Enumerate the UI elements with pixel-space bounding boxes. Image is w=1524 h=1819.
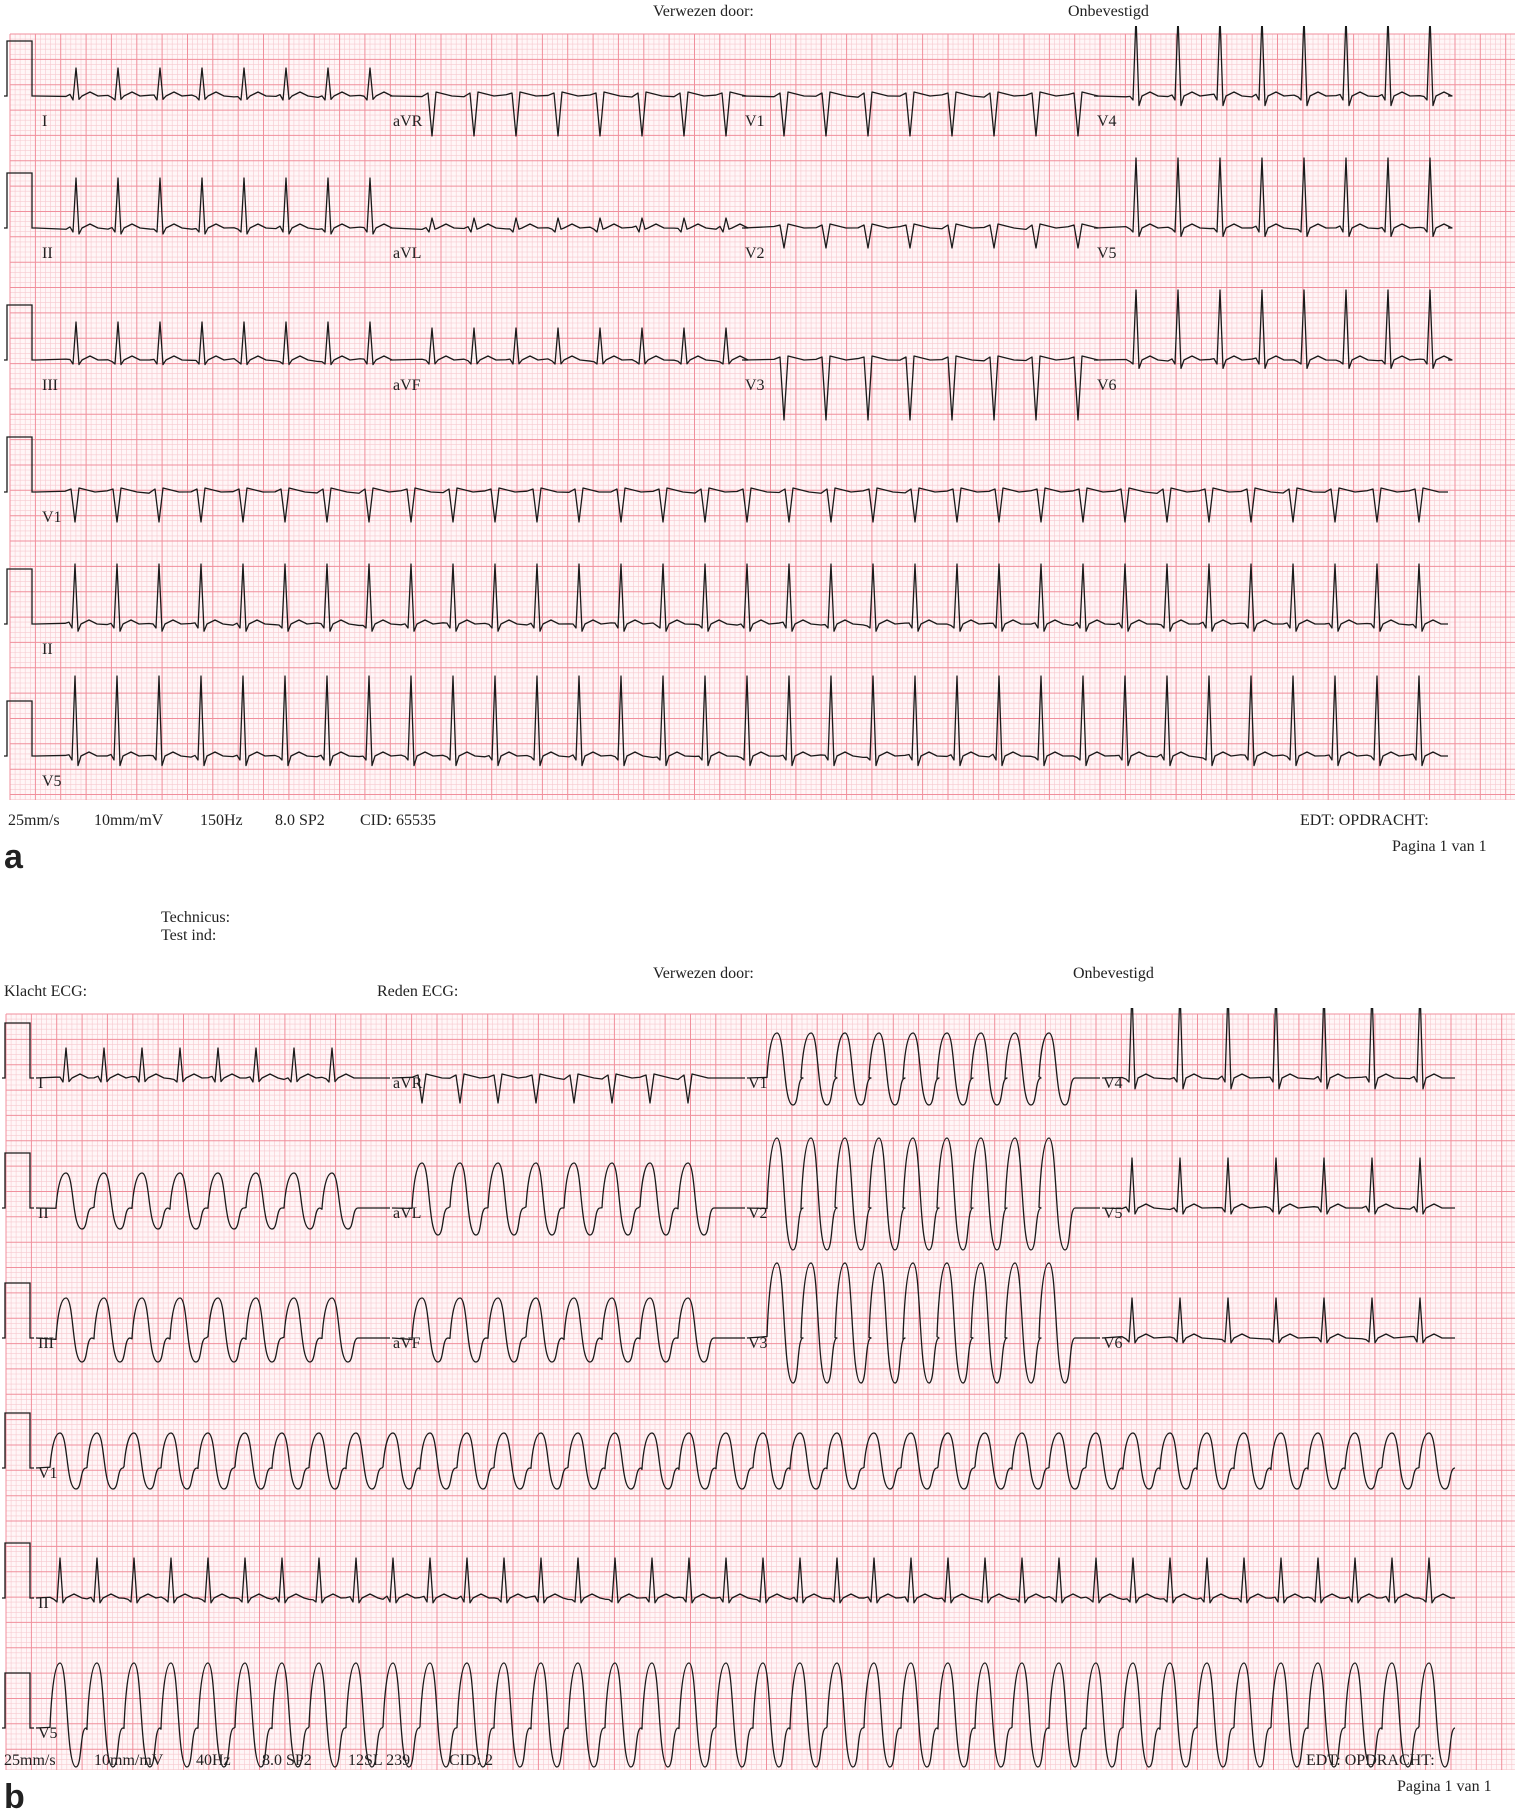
lead-label: aVR — [393, 113, 423, 130]
rhythm-lead-label: V5 — [38, 1725, 58, 1742]
footer-gain: 10mm/mV — [94, 1752, 164, 1769]
footer-edt: EDT: OPDRACHT: — [1300, 812, 1429, 829]
lead-label: V5 — [1103, 1205, 1123, 1222]
lead-label: aVR — [393, 1075, 423, 1092]
footer-speed: 25mm/s — [4, 1752, 56, 1769]
reason-label: Reden ECG: — [377, 983, 459, 1000]
footer-speed: 25mm/s — [8, 812, 60, 829]
lead-label: I — [38, 1075, 44, 1092]
footer-cid: CID: 65535 — [360, 812, 436, 829]
panel-letter-a: a — [4, 838, 23, 876]
lead-label: V4 — [1097, 113, 1117, 130]
status-label: Onbevestigd — [1073, 965, 1154, 982]
footer-cid: CID: 2 — [449, 1752, 493, 1769]
complaint-label: Klacht ECG: — [4, 983, 88, 1000]
footer-filter: 40Hz — [196, 1752, 231, 1769]
technician-label: Technicus: — [161, 909, 231, 926]
lead-label: V3 — [748, 1335, 768, 1352]
footer-filter: 150Hz — [200, 812, 243, 829]
footer-software: 12SL 239 — [348, 1752, 411, 1769]
grid-lines — [6, 1014, 1515, 1770]
ecg-grid-b — [0, 1008, 1515, 1770]
lead-label: II — [38, 1205, 49, 1222]
lead-label: V1 — [748, 1075, 768, 1092]
lead-label: aVL — [393, 245, 422, 262]
test-ind-label: Test ind: — [161, 927, 217, 944]
lead-label: III — [42, 377, 58, 394]
footer-version: 8.0 SP2 — [275, 812, 325, 829]
lead-label: aVL — [393, 1205, 422, 1222]
lead-label: V5 — [1097, 245, 1117, 262]
referred-by-label: Verwezen door: — [653, 3, 754, 20]
lead-label: V2 — [748, 1205, 768, 1222]
lead-label: V1 — [745, 113, 765, 130]
ecg-panel-a — [0, 0, 1524, 880]
status-label: Onbevestigd — [1068, 3, 1149, 20]
rhythm-lead-label: V5 — [42, 773, 62, 790]
footer-edt: EDT: OPDRACHT: — [1306, 1752, 1435, 1769]
footer-page: Pagina 1 van 1 — [1392, 838, 1487, 855]
footer-version: 8.0 SP2 — [262, 1752, 312, 1769]
lead-label: II — [42, 245, 53, 262]
lead-label: aVF — [393, 1335, 421, 1352]
lead-label: III — [38, 1335, 54, 1352]
referred-by-label: Verwezen door: — [653, 965, 754, 982]
ecg-panel-b — [0, 880, 1524, 1819]
lead-label: V3 — [745, 377, 765, 394]
rhythm-lead-label: II — [38, 1595, 49, 1612]
lead-label: aVF — [393, 377, 421, 394]
lead-label: V6 — [1097, 377, 1117, 394]
lead-label: I — [42, 113, 48, 130]
ecg-grid-a — [0, 26, 1515, 800]
grid-lines — [10, 34, 1515, 800]
rhythm-lead-label: V1 — [38, 1465, 58, 1482]
rhythm-lead-label: V1 — [42, 509, 62, 526]
lead-label: V2 — [745, 245, 765, 262]
footer-page: Pagina 1 van 1 — [1397, 1778, 1492, 1795]
lead-label: V4 — [1103, 1075, 1123, 1092]
lead-label: V6 — [1103, 1335, 1123, 1352]
rhythm-lead-label: II — [42, 641, 53, 658]
footer-gain: 10mm/mV — [94, 812, 164, 829]
panel-letter-b: b — [4, 1778, 25, 1816]
